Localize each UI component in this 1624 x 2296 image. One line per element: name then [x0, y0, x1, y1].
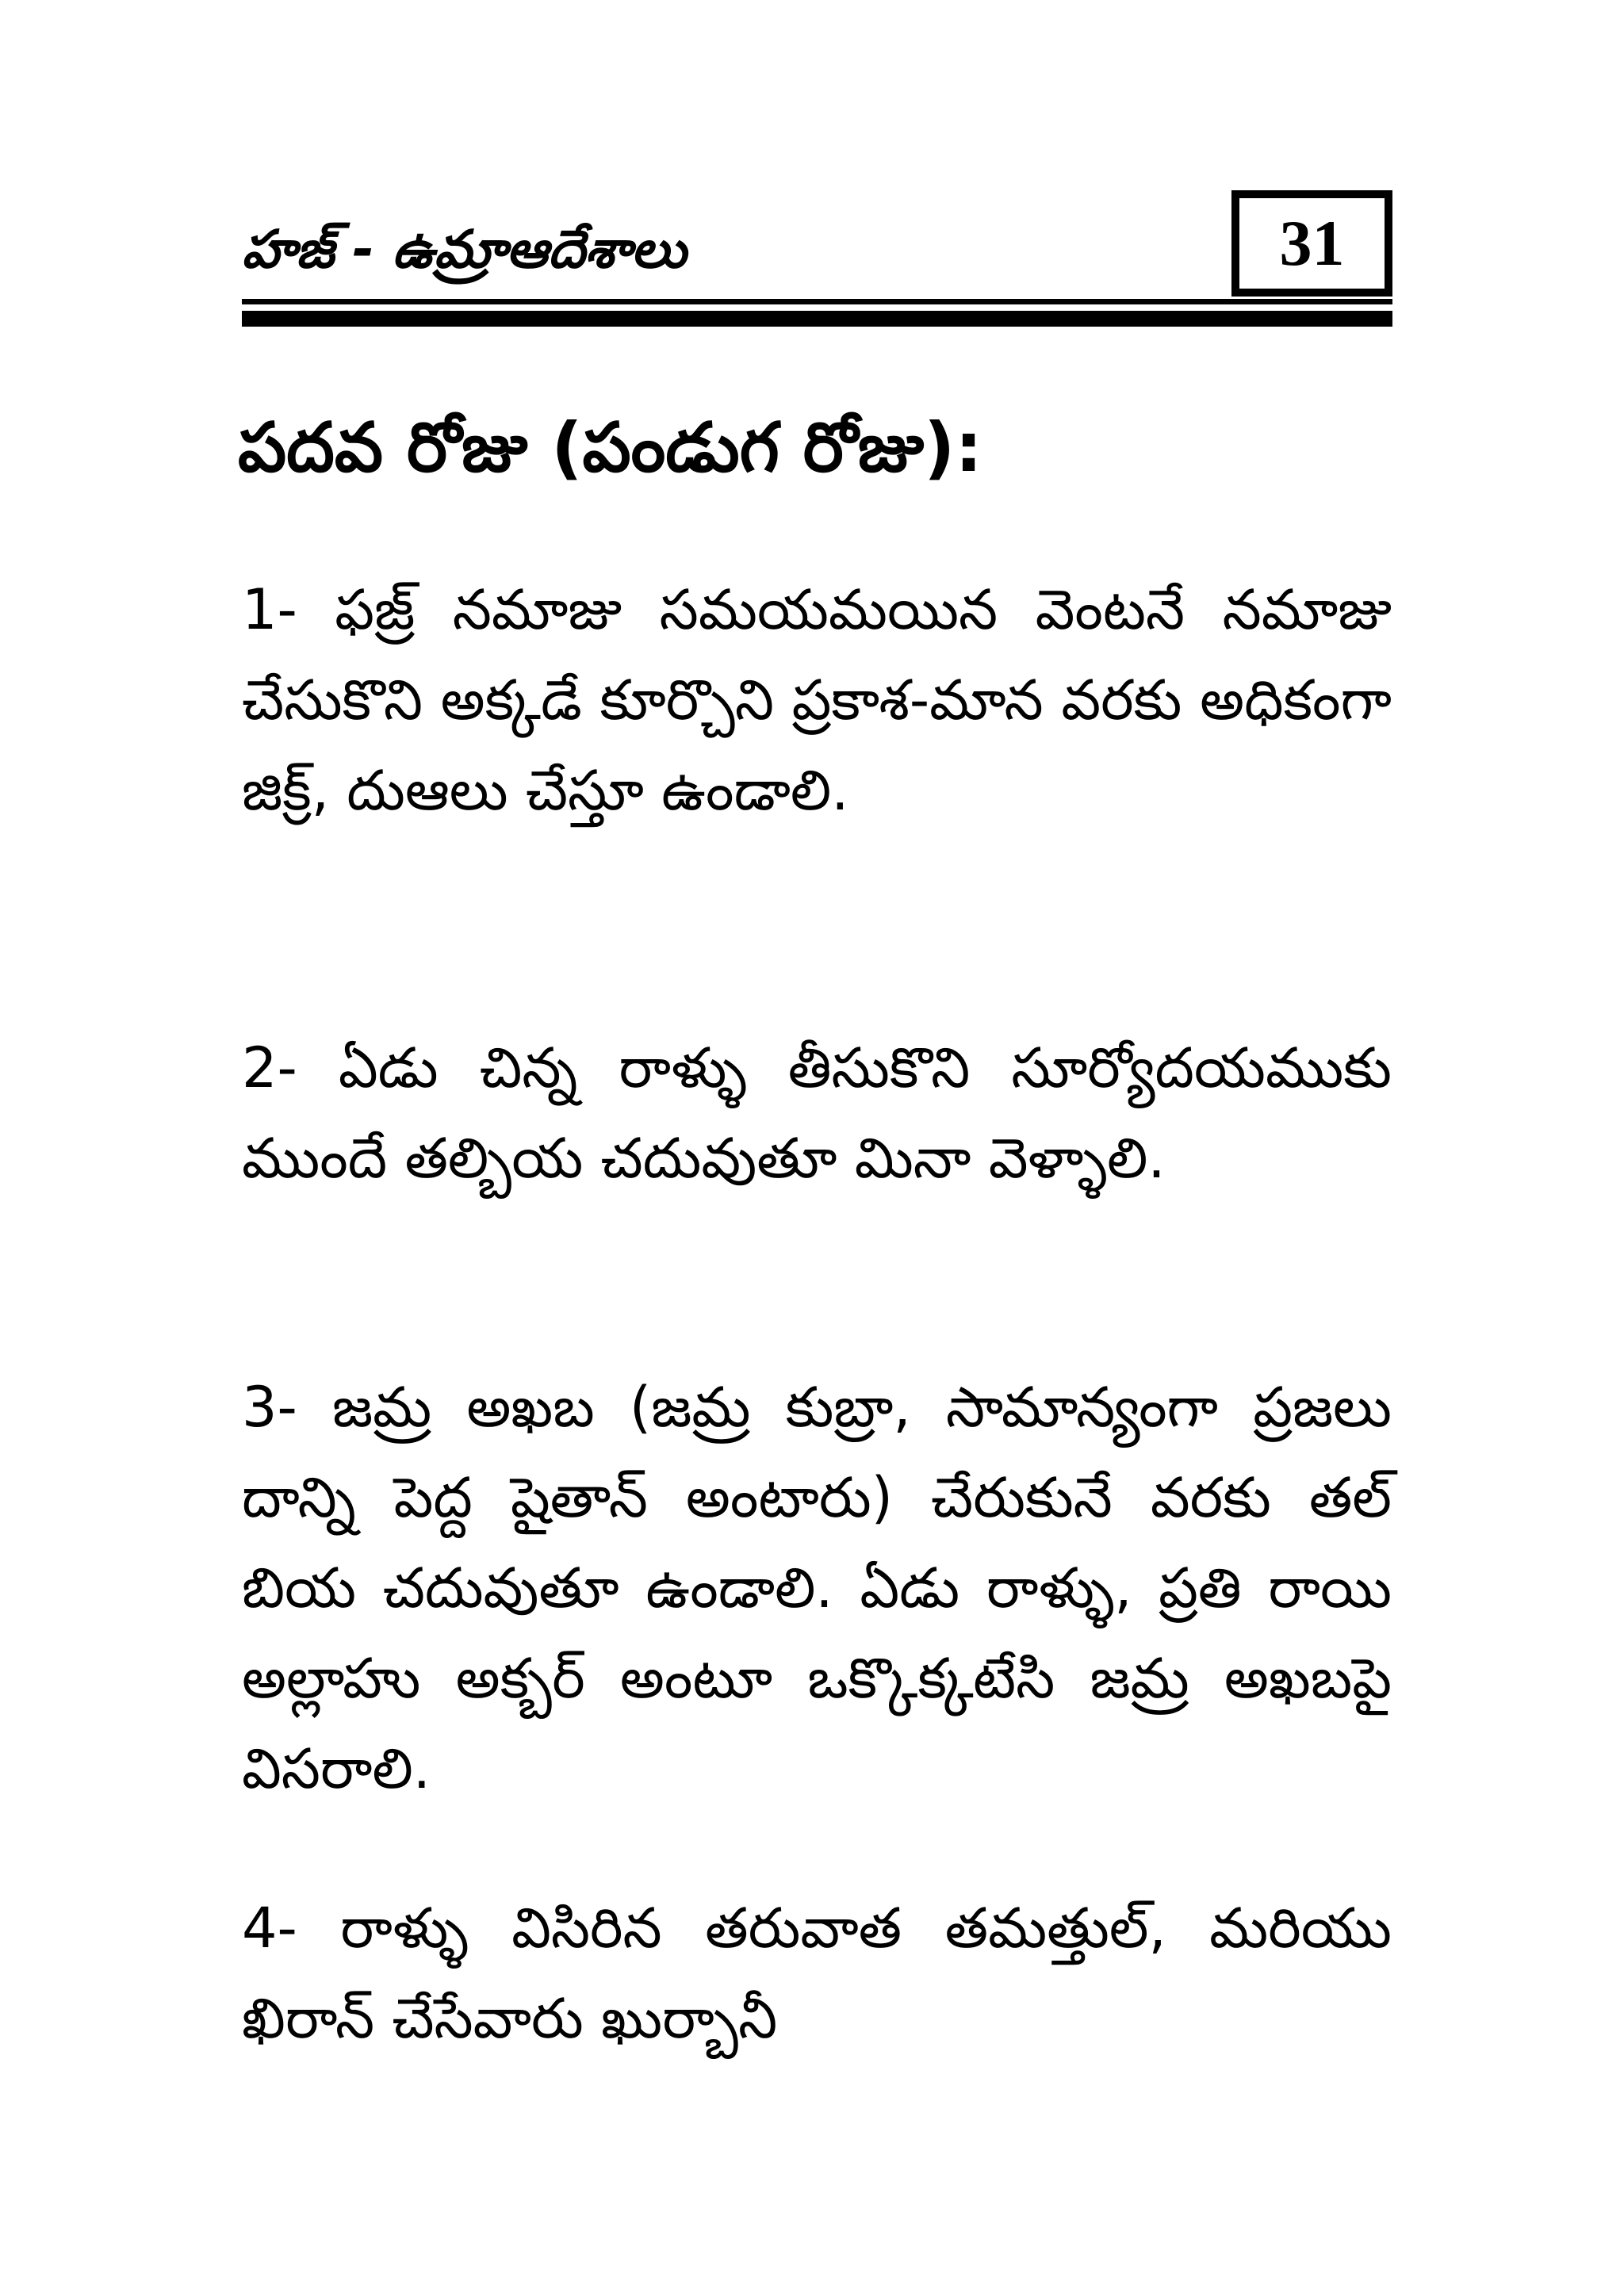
page-number-box — [1231, 190, 1392, 297]
paragraph-3: 3- జమ్ర అఖబ (జమ్ర కుబ్రా, సామాన్యంగా ప్రజలు దాన్ని పెద్ద షైతాన్ అంటారు) చేరుకునే వరకు తల్ బియ చదువుతూ ఉండాలి. ఏడు రాళ్ళు, ప్రతి రాయి అల్లాహు అక్బర్ అంటూ ఒక్కొక్కటేసి జమ్ర అఖబపై విసరాలి. — [242, 1375, 1392, 1801]
paragraph-4: 4- రాళ్ళు విసిరిన తరువాత తమత్తుల్, మరియు ఖిరాన్ చేసేవారు ఖుర్బానీ — [242, 1896, 1392, 2051]
paragraph-1: 1- ఫజ్ర్ నమాజు సమయమయిన వెంటనే నమాజు చేసుకొని అక్కడే కూర్చొని ప్రకాశ-మాన వరకు అధికంగా జిక్ర్, దుఆలు చేస్తూ ఉండాలి. — [242, 577, 1392, 823]
page-number: 31 — [1279, 207, 1345, 279]
running-title: హజ్ - ఉమ్రాఆదేశాలు — [242, 219, 687, 280]
header-rule-thin — [242, 299, 1392, 304]
header-rule-thick — [242, 311, 1392, 327]
section-heading: పదవ రోజు (పండుగ రోజు): — [238, 408, 982, 488]
paragraph-2: 2- ఏడు చిన్న రాళ్ళు తీసుకొని సూర్యోదయముకు ముందే తల్బియ చదువుతూ మినా వెళ్ళాలి. — [242, 1035, 1392, 1191]
